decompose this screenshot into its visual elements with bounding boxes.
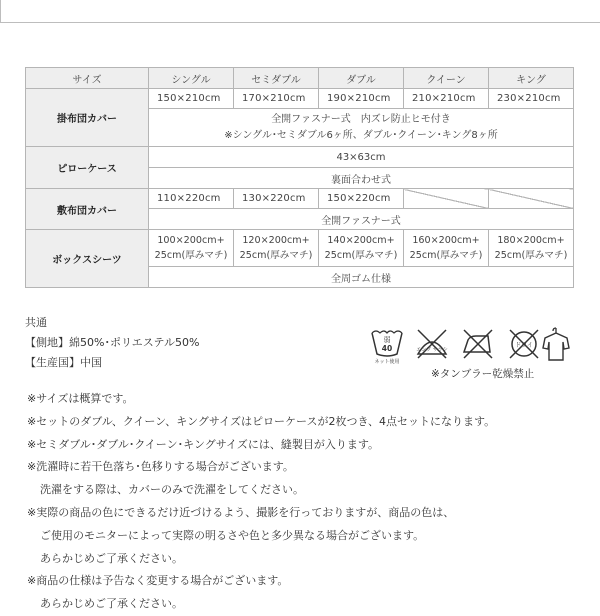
pillow-case-size: 43×63cm	[149, 147, 574, 168]
mattress-cover-label: 敷布団カバー	[26, 189, 149, 230]
wash-40-icon	[368, 324, 406, 364]
box-size-line2: 25cm(厚みマチ)	[494, 250, 568, 261]
note-item: ※商品の仕様は予告なく変更する場合がございます。	[27, 574, 289, 588]
no-dry-clean-icon	[504, 324, 544, 364]
wash-temperature: 40	[381, 344, 393, 353]
note-item: ※セットのダブル、クイーン、キングサイズはピローケースが2枚つき、4点セットになります。	[27, 414, 496, 428]
box-size-double	[319, 230, 404, 267]
duvet-size-single: 150×210cm	[149, 89, 234, 109]
common-heading: 共通	[25, 316, 47, 329]
note-item: ※セミダブル･ダブル･クイーン･キングサイズには、縫製目が入ります。	[27, 437, 379, 451]
box-size-single	[149, 230, 234, 267]
box-sheet-note: 全周ゴム仕様	[149, 267, 574, 288]
duvet-size-king: 230×210cm	[489, 89, 574, 109]
header-double: ダブル	[319, 68, 404, 89]
box-size-queen	[404, 230, 489, 267]
top-divider	[0, 22, 600, 23]
table-header-row	[26, 68, 574, 89]
bleach-label: エンソ サラシ	[416, 347, 448, 353]
mattress-size-king-empty	[489, 189, 574, 209]
box-size-king	[489, 230, 574, 267]
notes-list	[27, 388, 495, 616]
wash-net-label: ネット使用	[374, 359, 400, 364]
table-row	[26, 230, 574, 267]
no-iron-icon	[458, 324, 498, 364]
mattress-size-double: 150×220cm	[319, 189, 404, 209]
box-size-line1: 140×200cm+	[327, 235, 395, 246]
duvet-size-double: 190×210cm	[319, 89, 404, 109]
note-item: あらかじめご了承ください。	[40, 551, 183, 565]
mattress-cover-note: 全開ファスナー式	[149, 209, 574, 230]
dry-clean-label: ドライ	[515, 342, 533, 349]
no-bleach-icon	[412, 324, 452, 364]
duvet-cover-label: 掛布団カバー	[26, 89, 149, 147]
header-semi-double: セミダブル	[234, 68, 319, 89]
tumble-dry-caption: ※タンブラー乾燥禁止	[431, 368, 535, 380]
hang-dry-icon	[540, 324, 573, 364]
box-size-line2: 25cm(厚みマチ)	[324, 250, 398, 261]
origin-text: 【生産国】中国	[25, 356, 102, 369]
header-queen: クイーン	[404, 68, 489, 89]
box-sheet-label: ボックスシーツ	[26, 230, 149, 288]
table-row	[26, 189, 574, 209]
mattress-size-single: 110×220cm	[149, 189, 234, 209]
note-item: ご使用のモニターによって実際の明るさや色と多少異なる場合がございます。	[40, 528, 425, 542]
pillow-case-note: 裏面合わせ式	[149, 168, 574, 189]
note-item: あらかじめご了承ください。	[40, 597, 183, 611]
duvet-note-line1: 全開ファスナー式 内ズレ防止ヒモ付き	[271, 113, 451, 125]
material-text: 【側地】綿50%･ポリエステル50%	[25, 336, 200, 349]
box-size-line1: 120×200cm+	[242, 235, 310, 246]
box-size-line1: 100×200cm+	[157, 235, 225, 246]
header-single: シングル	[149, 68, 234, 89]
header-king: キング	[489, 68, 574, 89]
duvet-note-line2: ※シングル･セミダブル6ヶ所、ダブル･クイーン･キング8ヶ所	[224, 129, 498, 141]
note-item: ※実際の商品の色にできるだけ近づけるよう、撮影を行っておりますが、商品の色は、	[27, 505, 455, 519]
note-item: ※洗濯時に若干色落ち･色移りする場合がございます。	[27, 460, 294, 474]
pillow-case-label: ピローケース	[26, 147, 149, 189]
duvet-size-semi-double: 170×210cm	[234, 89, 319, 109]
note-item: ※サイズは概算です。	[27, 392, 134, 405]
note-item: 洗濯をする際は、カバーのみで洗濯をしてください。	[40, 483, 304, 497]
mattress-size-queen-empty	[404, 189, 489, 209]
mattress-size-semi-double: 130×220cm	[234, 189, 319, 209]
table-row	[26, 147, 574, 168]
box-size-line1: 160×200cm+	[412, 235, 480, 246]
care-icons	[368, 324, 573, 364]
box-size-line1: 180×200cm+	[497, 235, 565, 246]
box-size-line2: 25cm(厚みマチ)	[239, 250, 313, 261]
table-row	[26, 89, 574, 109]
box-size-line2: 25cm(厚みマチ)	[154, 250, 228, 261]
box-size-line2: 25cm(厚みマチ)	[409, 250, 483, 261]
header-size: サイズ	[26, 68, 149, 89]
wash-strength-label: 弱	[383, 336, 391, 344]
material-info	[25, 313, 199, 373]
duvet-note	[149, 109, 574, 147]
duvet-size-queen: 210×210cm	[404, 89, 489, 109]
box-size-semi-double	[234, 230, 319, 267]
size-spec-table	[25, 67, 574, 288]
top-divider-edge	[0, 0, 1, 22]
